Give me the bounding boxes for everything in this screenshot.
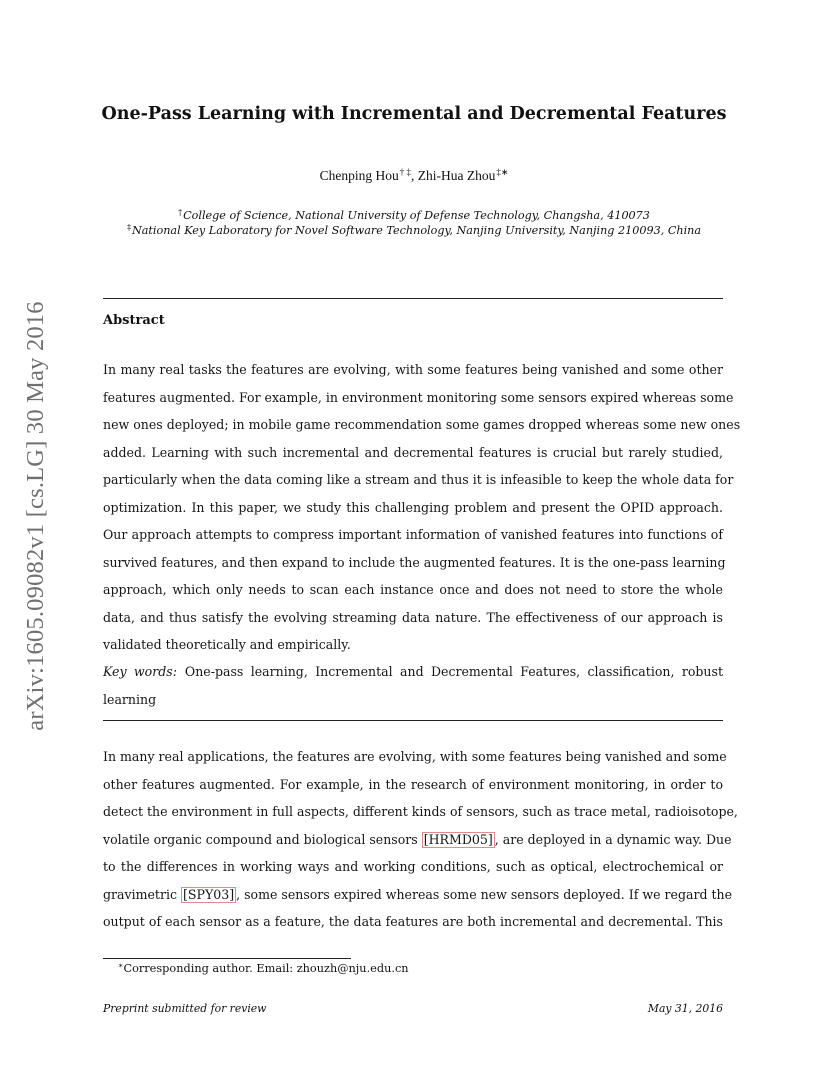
abstract-line: optimization. In this paper, we study this challenging problem and present the OPID approach. bbox=[103, 499, 723, 515]
section-divider bbox=[103, 720, 723, 721]
footnote-text: Corresponding author. Email: zhouzh@nju.edu.cn bbox=[123, 962, 409, 975]
body-text: volatile organic compound and biological sensors bbox=[103, 831, 422, 847]
abstract-line: approach, which only needs to scan each instance once and does not need to store the whole bbox=[103, 582, 723, 597]
citation-link[interactable]: [SPY03] bbox=[183, 886, 235, 902]
keywords-label: Key words: bbox=[103, 664, 177, 679]
affiliation-mark: † bbox=[178, 208, 183, 217]
citation-link[interactable]: [HRMD05] bbox=[423, 831, 493, 847]
affiliation bbox=[0, 208, 828, 222]
author-separator: , bbox=[410, 168, 418, 183]
abstract-line: In many real tasks the features are evolving, with some features being vanished and some other bbox=[103, 362, 723, 377]
affiliation-text: National Key Laboratory for Novel Software Technology, Nanjing University, Nanjing 210093, China bbox=[131, 224, 702, 237]
abstract-heading: Abstract bbox=[103, 313, 165, 328]
abstract-line: new ones deployed; in mobile game recommendation some games dropped whereas some new ones bbox=[103, 417, 741, 432]
body-line: In many real applications, the features are evolving, with some features being vanished and some bbox=[103, 749, 727, 764]
paper-title: One-Pass Learning with Incremental and Decremental Features bbox=[101, 104, 727, 124]
affiliation-text: College of Science, National University of Defense Technology, Changsha, 410073 bbox=[183, 209, 650, 222]
body-text: , are deployed in a dynamic way. Due bbox=[494, 831, 732, 847]
body-line: other features augmented. For example, in the research of environment monitoring, in order to bbox=[103, 776, 723, 792]
abstract-line: particularly when the data coming like a stream and thus it is infeasible to keep the whole data for bbox=[103, 472, 734, 487]
author-marks: ‡∗ bbox=[496, 167, 509, 177]
abstract-line: features augmented. For example, in environment monitoring some sensors expired whereas some bbox=[103, 389, 734, 405]
body-line bbox=[103, 826, 732, 854]
body-line bbox=[103, 881, 733, 909]
footnote-divider bbox=[103, 958, 351, 959]
author-name: Chenping Hou bbox=[319, 168, 399, 183]
footnote bbox=[118, 961, 409, 975]
keywords-text: One-pass learning, Incremental and Decremental Features, classification, robust bbox=[184, 664, 723, 679]
keywords-line: learning bbox=[103, 691, 157, 707]
body-line: output of each sensor as a feature, the data features are both incremental and decremental. This bbox=[103, 914, 723, 929]
abstract-line: validated theoretically and empirically. bbox=[103, 637, 351, 652]
footnote-mark: ∗ bbox=[118, 961, 124, 970]
section-divider bbox=[103, 298, 723, 299]
abstract-line: Our approach attempts to compress important information of vanished features into functions of bbox=[103, 527, 723, 542]
arxiv-identifier-stamp: arXiv:1605.09082v1 [cs.LG] 30 May 2016 bbox=[22, 301, 49, 731]
introduction-body bbox=[103, 743, 738, 936]
body-line: to the differences in working ways and working conditions, such as optical, electrochemical or bbox=[103, 859, 723, 874]
body-text: gravimetric bbox=[103, 886, 182, 902]
affiliation-mark: ‡ bbox=[126, 223, 131, 232]
keywords bbox=[103, 658, 723, 713]
footer-submission-note: Preprint submitted for review bbox=[103, 1002, 267, 1015]
abstract-line: data, and thus satisfy the evolving streaming data nature. The effectiveness of our approach is bbox=[103, 609, 723, 625]
abstract-line: added. Learning with such incremental and decremental features is crucial but rarely studied, bbox=[103, 444, 723, 460]
abstract-line: survived features, and then expand to include the augmented features. It is the one-pass learning bbox=[103, 554, 726, 570]
body-line: detect the environment in full aspects, different kinds of sensors, such as trace metal, radioisotope, bbox=[103, 804, 738, 819]
author-name: Zhi-Hua Zhou bbox=[417, 168, 496, 183]
keywords-line bbox=[103, 658, 723, 686]
body-text: , some sensors expired whereas some new sensors deployed. If we regard the bbox=[236, 886, 733, 902]
author-list bbox=[0, 167, 828, 184]
footer-date: May 31, 2016 bbox=[647, 1002, 723, 1015]
abstract-body bbox=[103, 356, 741, 659]
author-marks: † ‡ bbox=[399, 167, 411, 177]
affiliation bbox=[0, 223, 828, 237]
